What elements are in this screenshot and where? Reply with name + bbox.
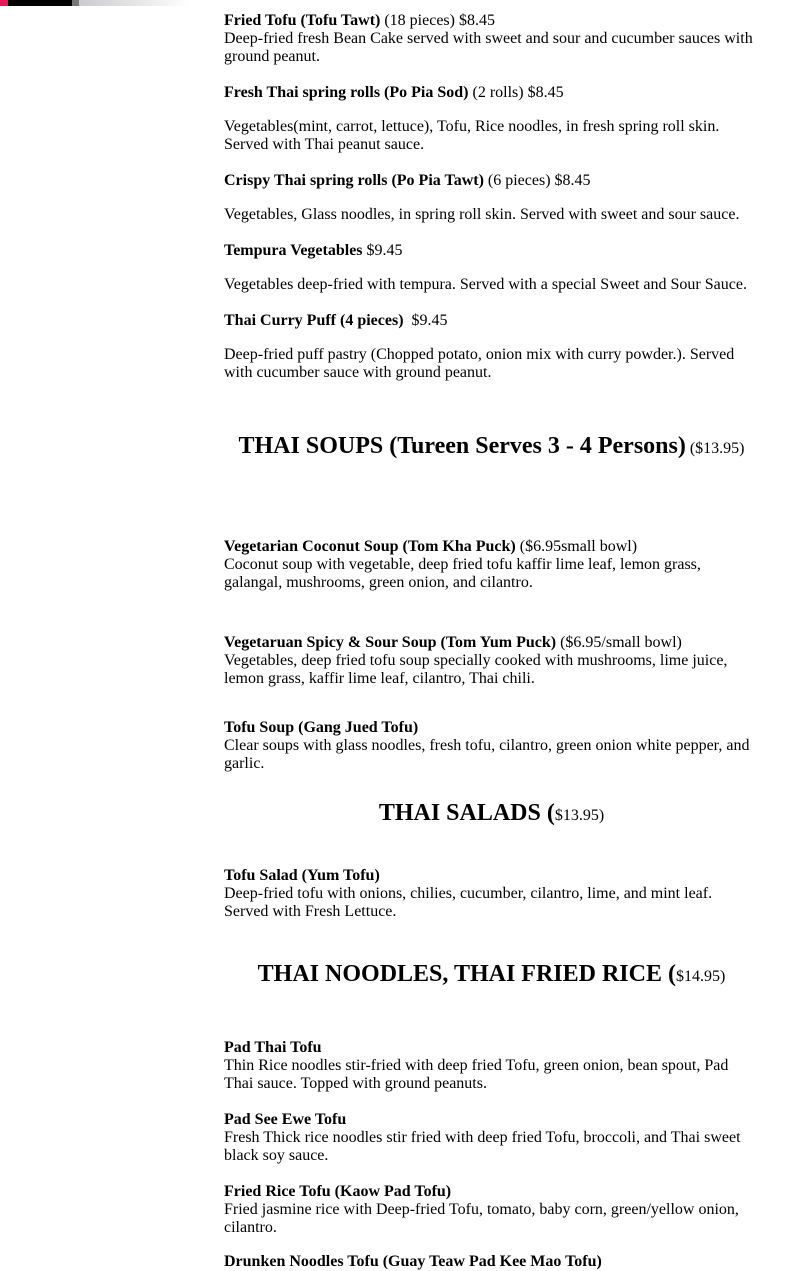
item-name: Tofu Soup (Gang Jued Tofu) bbox=[224, 719, 419, 736]
section-heading-salads bbox=[224, 799, 759, 830]
heading-title: THAI SOUPS (Tureen Serves 3 - 4 Persons) bbox=[238, 433, 686, 459]
item-name: Pad Thai Tofu bbox=[224, 1039, 322, 1056]
menu-item bbox=[224, 172, 759, 190]
item-description: Deep-fried fresh Bean Cake served with sweet and sour and cucumber sauces with ground peanut. bbox=[224, 30, 753, 65]
heading-price: $14.95) bbox=[675, 968, 726, 985]
menu-item bbox=[224, 867, 759, 921]
menu-item bbox=[224, 84, 759, 102]
menu-item bbox=[224, 538, 759, 592]
menu-item bbox=[224, 1183, 759, 1237]
section-heading-soups bbox=[224, 432, 759, 463]
item-description: Fried jasmine rice with Deep-fried Tofu, tomato, baby corn, green/yellow onion, cilantro. bbox=[224, 1201, 739, 1236]
heading-price: $13.95) bbox=[554, 807, 605, 824]
menu-item bbox=[224, 1039, 759, 1093]
item-detail: $9.45 bbox=[362, 242, 403, 259]
menu-item bbox=[224, 12, 759, 66]
menu-item bbox=[224, 312, 759, 330]
menu-item bbox=[224, 1253, 759, 1271]
item-name: Vegetaruan Spicy & Sour Soup (Tom Yum Puck) bbox=[224, 634, 557, 651]
fade-stripe bbox=[79, 0, 189, 6]
item-detail: ($6.95small bowl) bbox=[515, 538, 638, 555]
item-detail: ($6.95/small bowl) bbox=[556, 634, 682, 651]
heading-title: THAI NOODLES, THAI FRIED RICE ( bbox=[257, 961, 676, 987]
menu-item bbox=[224, 1111, 759, 1165]
menu-item bbox=[224, 634, 759, 688]
item-description: Vegetables(mint, carrot, lettuce), Tofu, Rice noodles, in fresh spring roll skin. Served with Thai peanut sauce. bbox=[224, 118, 720, 153]
item-name: Thai Curry Puff (4 pieces) bbox=[224, 312, 404, 329]
item-name: Tofu Salad (Yum Tofu) bbox=[224, 867, 380, 884]
item-detail: (6 pieces) $8.45 bbox=[483, 172, 591, 189]
item-name: Fresh Thai spring rolls (Po Pia Sod) bbox=[224, 84, 469, 101]
menu-item bbox=[224, 242, 759, 260]
heading-price: ($13.95) bbox=[685, 440, 745, 457]
item-description: Coconut soup with vegetable, deep fried tofu kaffir lime leaf, lemon grass, galangal, mushrooms, green onion, and cilantro. bbox=[224, 556, 701, 591]
accent-stripe bbox=[0, 0, 8, 6]
item-name: Drunken Noodles Tofu (Guay Teaw Pad Kee Mao Tofu) bbox=[224, 1253, 602, 1270]
item-description: Deep-fried tofu with onions, chilies, cucumber, cilantro, lime, and mint leaf. Served with Fresh Lettuce. bbox=[224, 885, 713, 920]
item-description: Deep-fried puff pastry (Chopped potato, onion mix with curry powder.). Served with cucumber sauce with ground peanut. bbox=[224, 346, 735, 381]
item-name: Vegetarian Coconut Soup (Tom Kha Puck) bbox=[224, 538, 516, 555]
heading-title: THAI SALADS ( bbox=[378, 800, 555, 826]
item-name: Fried Rice Tofu (Kaow Pad Tofu) bbox=[224, 1183, 452, 1200]
dark-stripe bbox=[8, 0, 72, 6]
item-name: Crispy Thai spring rolls (Po Pia Tawt) bbox=[224, 172, 484, 189]
item-detail: (18 pieces) $8.45 bbox=[380, 12, 495, 29]
item-description: Clear soups with glass noodles, fresh tofu, cilantro, green onion white pepper, and garlic. bbox=[224, 737, 750, 772]
item-description: Vegetables, deep fried tofu soup specially cooked with mushrooms, lime juice, lemon grass, kaffir lime leaf, cilantro, Thai chili. bbox=[224, 652, 728, 687]
item-description: Vegetables, Glass noodles, in spring roll skin. Served with sweet and sour sauce. bbox=[224, 206, 740, 223]
top-decoration-bar bbox=[0, 0, 200, 6]
grey-stripe bbox=[72, 0, 79, 6]
item-name: Fried Tofu (Tofu Tawt) bbox=[224, 12, 381, 29]
menu-item bbox=[224, 719, 759, 773]
item-name: Tempura Vegetables bbox=[224, 242, 363, 259]
item-name: Pad See Ewe Tofu bbox=[224, 1111, 347, 1128]
item-description: Fresh Thick rice noodles stir fried with deep fried Tofu, broccoli, and Thai sweet black soy sauce. bbox=[224, 1129, 741, 1164]
item-detail: $9.45 bbox=[403, 312, 448, 329]
item-description: Vegetables deep-fried with tempura. Served with a special Sweet and Sour Sauce. bbox=[224, 276, 747, 293]
section-heading-noodles bbox=[224, 960, 759, 991]
item-detail: (2 rolls) $8.45 bbox=[468, 84, 564, 101]
item-description: Thin Rice noodles stir-fried with deep fried Tofu, green onion, bean spout, Pad Thai sauce. Topped with ground peanuts. bbox=[224, 1057, 729, 1092]
